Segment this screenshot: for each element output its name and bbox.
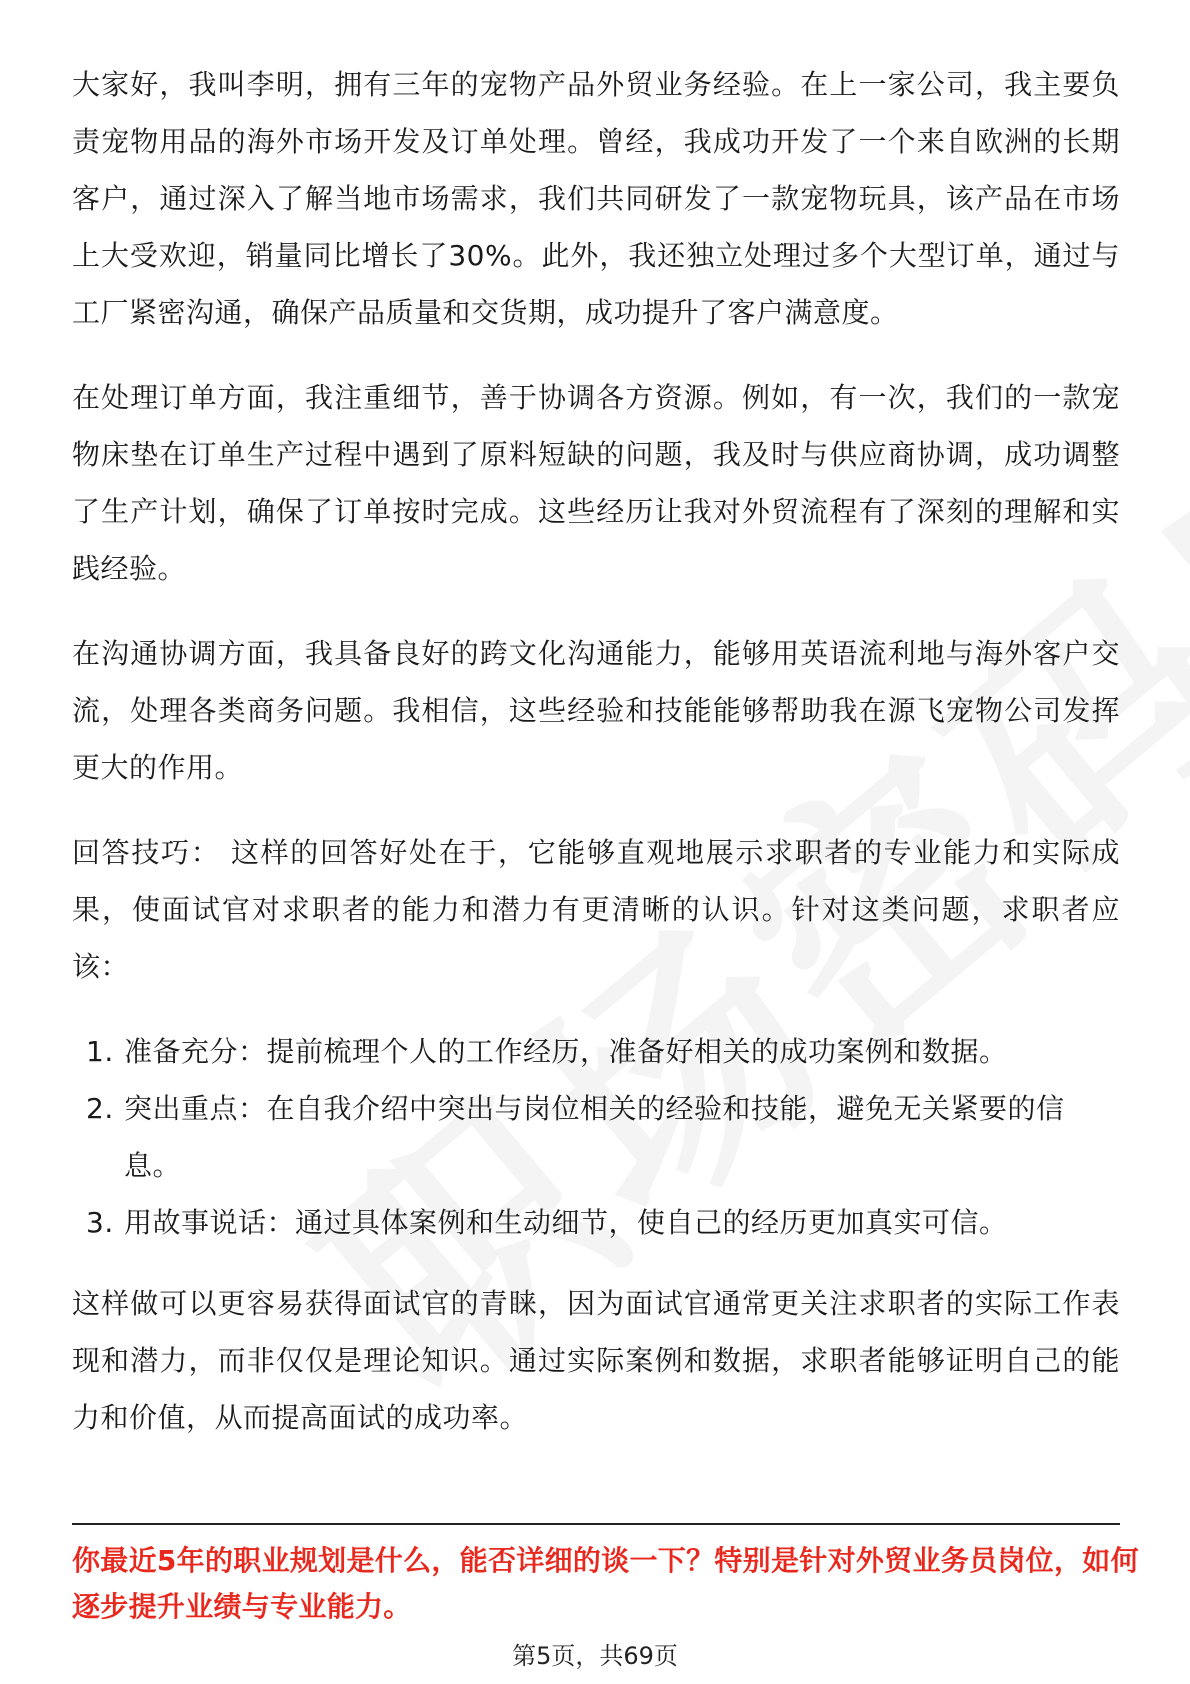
tips-list: [72, 1023, 1120, 1251]
list-item-number: 1.: [86, 1035, 114, 1068]
list-item: [72, 1194, 1120, 1251]
paragraph-conclusion: 这样做可以更容易获得面试官的青睐，因为面试官通常更关注求职者的实际工作表现和潜力，而非仅仅是理论知识。通过实际案例和数据，求职者能够证明自己的能力和价值，从而提高面试的成功率。: [72, 1287, 1120, 1434]
paragraph-order-handling: 在处理订单方面，我注重细节，善于协调各方资源。例如，有一次，我们的一款宠物床垫在订单生产过程中遇到了原料短缺的问题，我及时与供应商协调，成功调整了生产计划，确保了订单按时完成。这些经历让我对外贸流程有了深刻的理解和实践经验。: [72, 381, 1120, 585]
section-divider: [72, 1523, 1120, 1525]
list-item-text: 突出重点：在自我介绍中突出与岗位相关的经验和技能，避免无关紧要的信息。: [124, 1092, 1065, 1182]
list-item-text: 准备充分：提前梳理个人的工作经历，准备好相关的成功案例和数据。: [124, 1035, 1008, 1068]
paragraph-answer-tips: 回答技巧： 这样的回答好处在于，它能够直观地展示求职者的专业能力和实际成果，使面试官对求职者的能力和潜力有更清晰的认识。针对这类问题，求职者应该：: [72, 836, 1120, 983]
paragraph-communication: 在沟通协调方面，我具备良好的跨文化沟通能力，能够用英语流利地与海外客户交流，处理各类商务问题。我相信，这些经验和技能能够帮助我在源飞宠物公司发挥更大的作用。: [72, 637, 1120, 784]
list-item: [72, 1080, 1120, 1194]
list-item-number: 2.: [86, 1092, 114, 1125]
next-question-heading: 你最近5年的职业规划是什么，能否详细的谈一下？特别是针对外贸业务员岗位，如何逐步提升业绩与专业能力。: [72, 1544, 1139, 1623]
list-item: [72, 1023, 1120, 1080]
list-item-number: 3.: [86, 1206, 114, 1239]
page-content: [72, 56, 1120, 1474]
page-number: 第5页，共69页: [512, 1642, 678, 1670]
paragraph-intro: 大家好，我叫李明，拥有三年的宠物产品外贸业务经验。在上一家公司，我主要负责宠物用品的海外市场开发及订单处理。曾经，我成功开发了一个来自欧洲的长期客户，通过深入了解当地市场需求，我们共同研发了一款宠物玩具，该产品在市场上大受欢迎，销量同比增长了30%。此外，我还独立处理过多个大型订单，通过与工厂紧密沟通，确保产品质量和交货期，成功提升了客户满意度。: [72, 68, 1120, 329]
list-item-text: 用故事说话：通过具体案例和生动细节，使自己的经历更加真实可信。: [124, 1206, 1008, 1239]
